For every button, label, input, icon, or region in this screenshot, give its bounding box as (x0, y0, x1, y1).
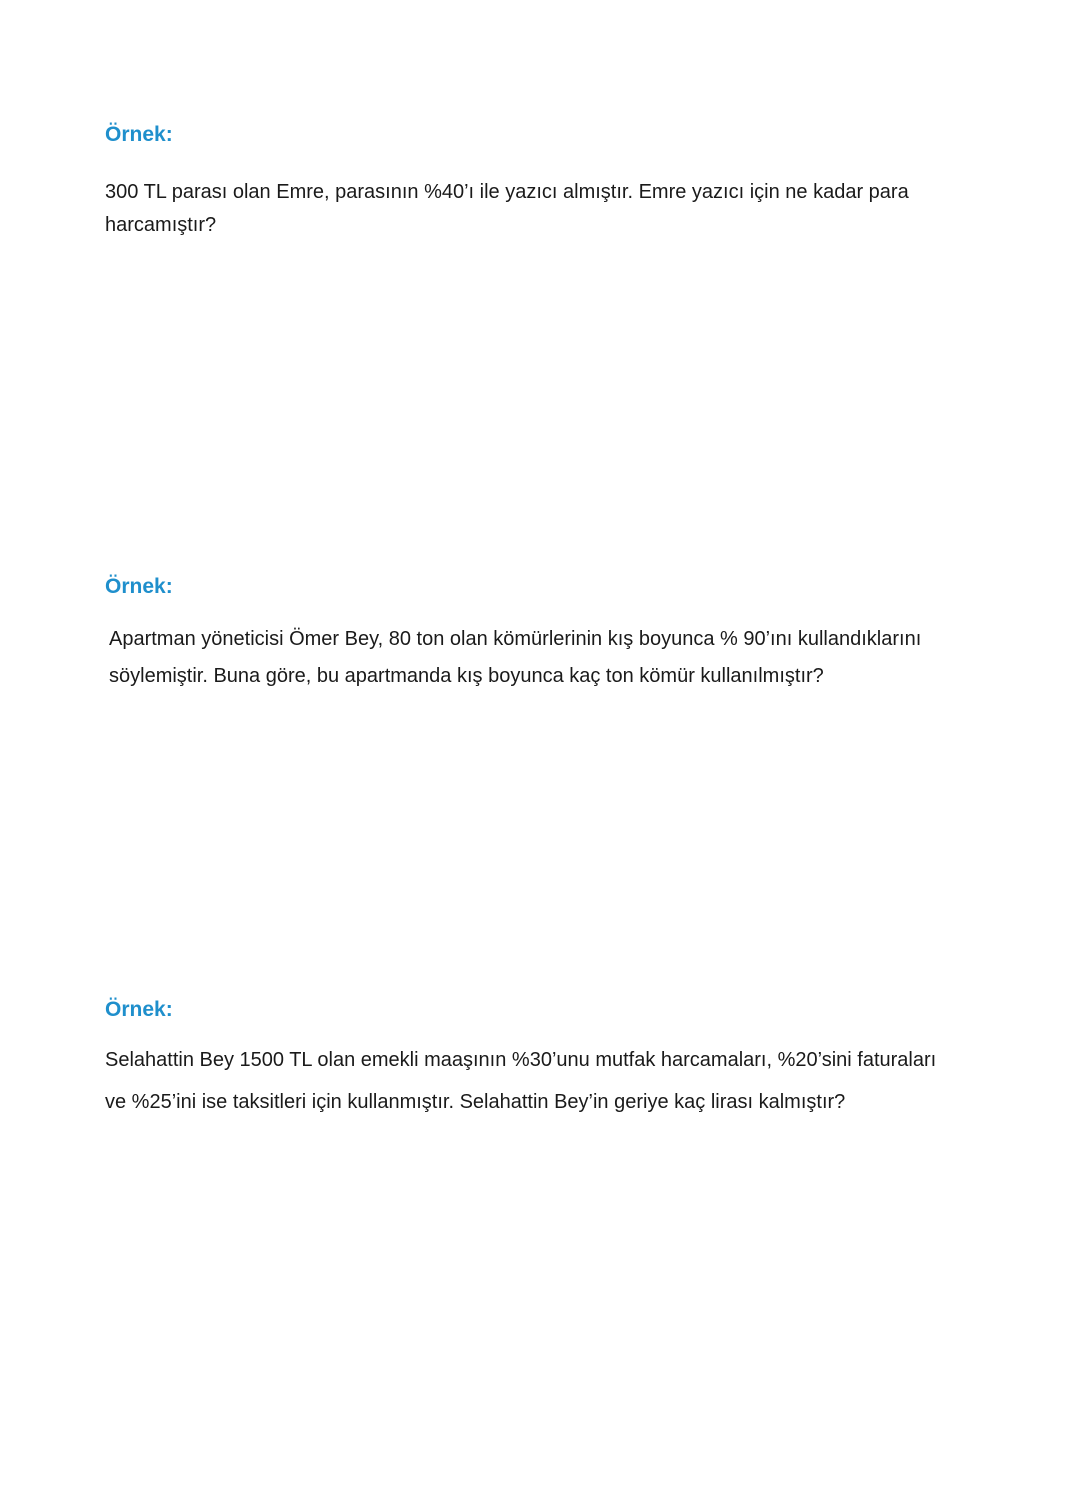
example-problem-text (109, 621, 979, 695)
example-heading: Örnek: (105, 575, 173, 598)
example-heading: Örnek: (105, 123, 173, 146)
problem-line: ve %25’ini ise taksitleri için kullanmıştır. Selahattin Bey’in geriye kaç lirası kalmıştır? (105, 1091, 846, 1113)
example-problem-text (105, 176, 975, 242)
problem-line: harcamıştır? (105, 214, 217, 236)
problem-line: söylemiştir. Buna göre, bu apartmanda kış boyunca kaç ton kömür kullanılmıştır? (109, 665, 824, 687)
problem-line: Selahattin Bey 1500 TL olan emekli maaşının %30’unu mutfak harcamaları, %20’sini faturaları (105, 1049, 937, 1071)
example-heading: Örnek: (105, 998, 173, 1021)
example-problem-text (105, 1039, 975, 1123)
problem-line: 300 TL parası olan Emre, parasının %40’ı ile yazıcı almıştır. Emre yazıcı için ne kadar para (105, 181, 909, 203)
problem-line: Apartman yöneticisi Ömer Bey, 80 ton olan kömürlerinin kış boyunca % 90’ını kullandıklarını (109, 628, 922, 650)
